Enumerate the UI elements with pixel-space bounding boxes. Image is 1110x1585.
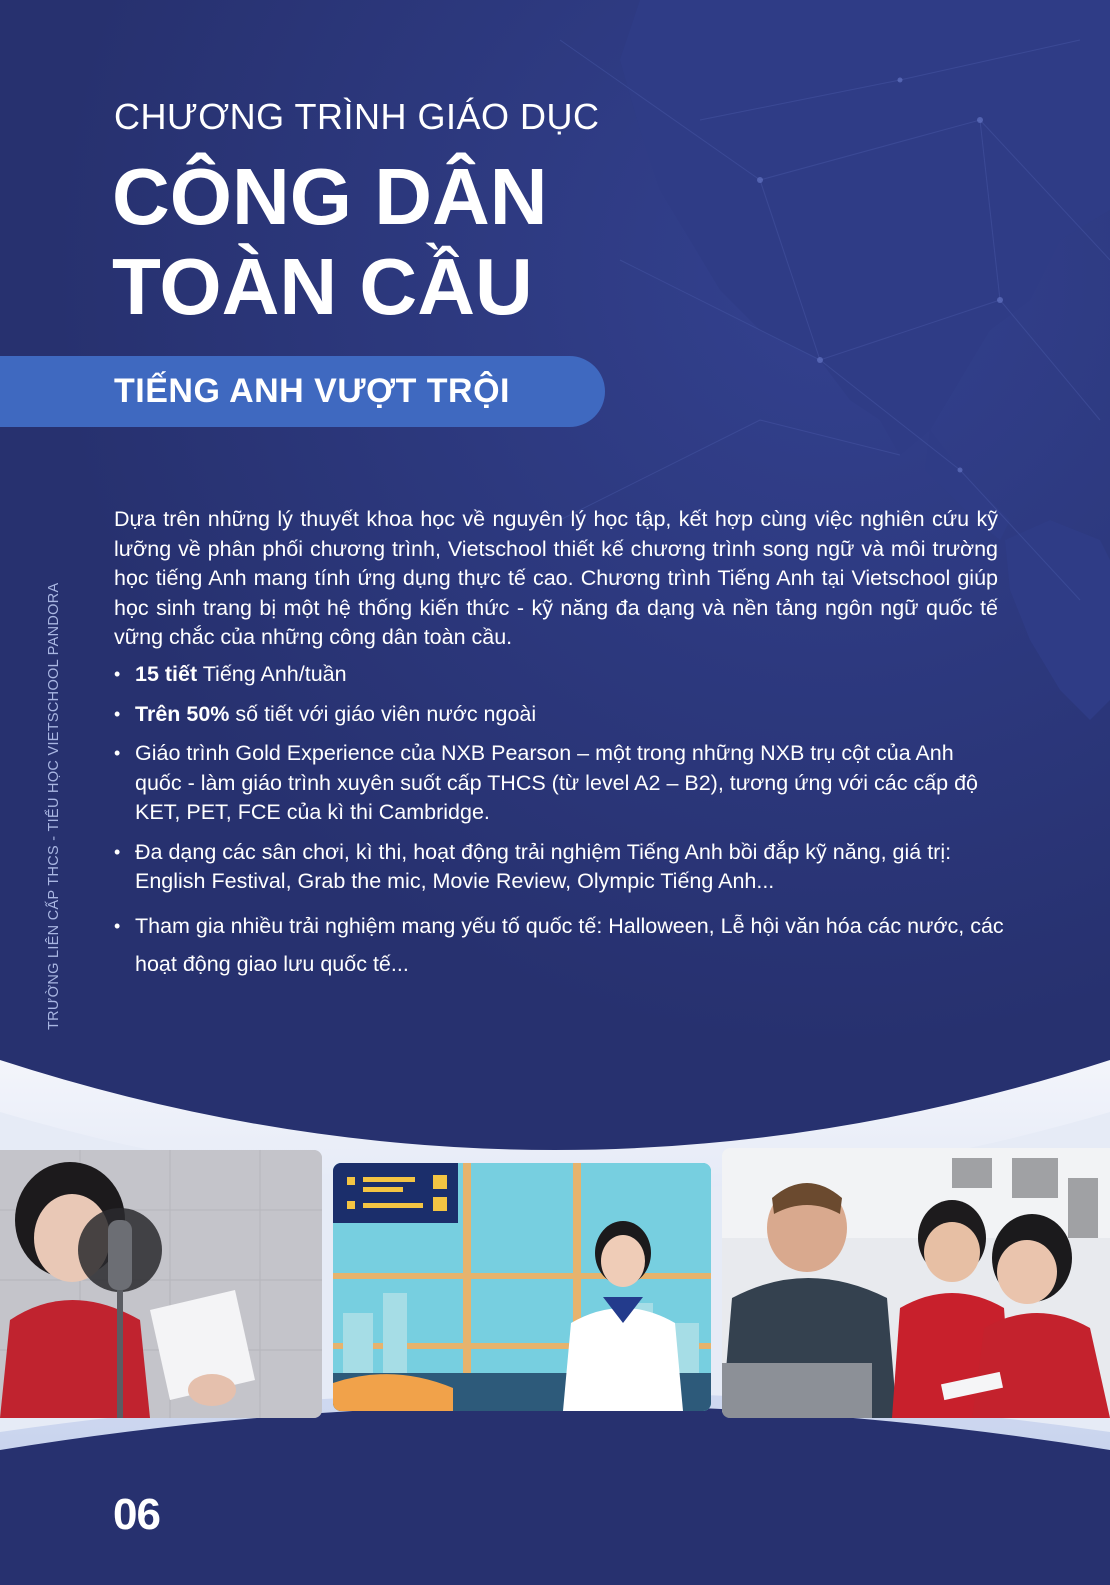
feature-item — [114, 739, 1004, 828]
bullet-glyph: • — [114, 915, 121, 936]
feature-item — [114, 907, 1004, 983]
page-number: 06 — [113, 1490, 160, 1539]
subtitle-banner-label: TIẾNG ANH VƯỢT TRỘI — [114, 372, 511, 410]
title-line-1: CÔNG DÂN — [112, 152, 548, 241]
feature-list — [114, 660, 1004, 993]
feature-highlight: 15 tiết — [135, 662, 198, 686]
photo-recording-booth — [0, 1150, 322, 1418]
feature-item — [114, 700, 1004, 730]
feature-text: Tham gia nhiều trải nghiệm mang yếu tố quốc tế: Halloween, Lễ hội văn hóa các nước, các hoạt động giao lưu quốc tế... — [135, 913, 1004, 976]
feature-text: Giáo trình Gold Experience của NXB Pearson – một trong những NXB trụ cột của Anh quốc - làm giáo trình xuyên suốt cấp THCS (từ level A2 – B2), tương ứng với các cấp độ KET, PET, FCE của kì thi Cambridge. — [135, 741, 978, 824]
intro-paragraph: Dựa trên những lý thuyết khoa học về nguyên lý học tập, kết hợp cùng việc nghiên cứu kỹ lưỡng về phân phối chương trình, Vietschool thiết kế chương trình song ngữ và môi trường học tiếng Anh mang tính ứng dụng thực tế cao. Chương trình Tiếng Anh tại Vietschool giúp học sinh trang bị một hệ thống kiến thức - kỹ năng đa dạng và nền tảng ngôn ngữ quốc tế vững chắc của những công dân toàn cầu. — [114, 507, 998, 649]
page-title — [112, 152, 548, 332]
bullet-glyph: • — [114, 841, 121, 862]
feature-item — [114, 838, 1004, 897]
feature-highlight: Trên 50% — [135, 701, 230, 726]
bullet-glyph: • — [114, 743, 121, 763]
bullet-glyph: • — [114, 703, 121, 724]
feature-item — [114, 660, 1004, 690]
photo-teacher-students — [722, 1148, 1110, 1418]
photo-airport-studio — [333, 1163, 711, 1411]
bullet-glyph: • — [114, 664, 121, 684]
section-kicker: CHƯƠNG TRÌNH GIÁO DỤC — [114, 96, 600, 137]
subtitle-banner — [0, 356, 605, 427]
feature-text: số tiết với giáo viên nước ngoài — [229, 701, 537, 726]
school-side-label: TRƯỜNG LIÊN CẤP THCS - TIỂU HỌC VIETSCHOOL PANDORA — [46, 582, 62, 1030]
title-line-2: TOÀN CẦU — [112, 242, 533, 331]
feature-text: Đa dạng các sân chơi, kì thi, hoạt động trải nghiệm Tiếng Anh bồi đắp kỹ năng, giá trị: English Festival, Grab the mic, Movie Review, Olympic Tiếng Anh... — [135, 839, 952, 893]
feature-text: Tiếng Anh/tuần — [197, 662, 347, 686]
